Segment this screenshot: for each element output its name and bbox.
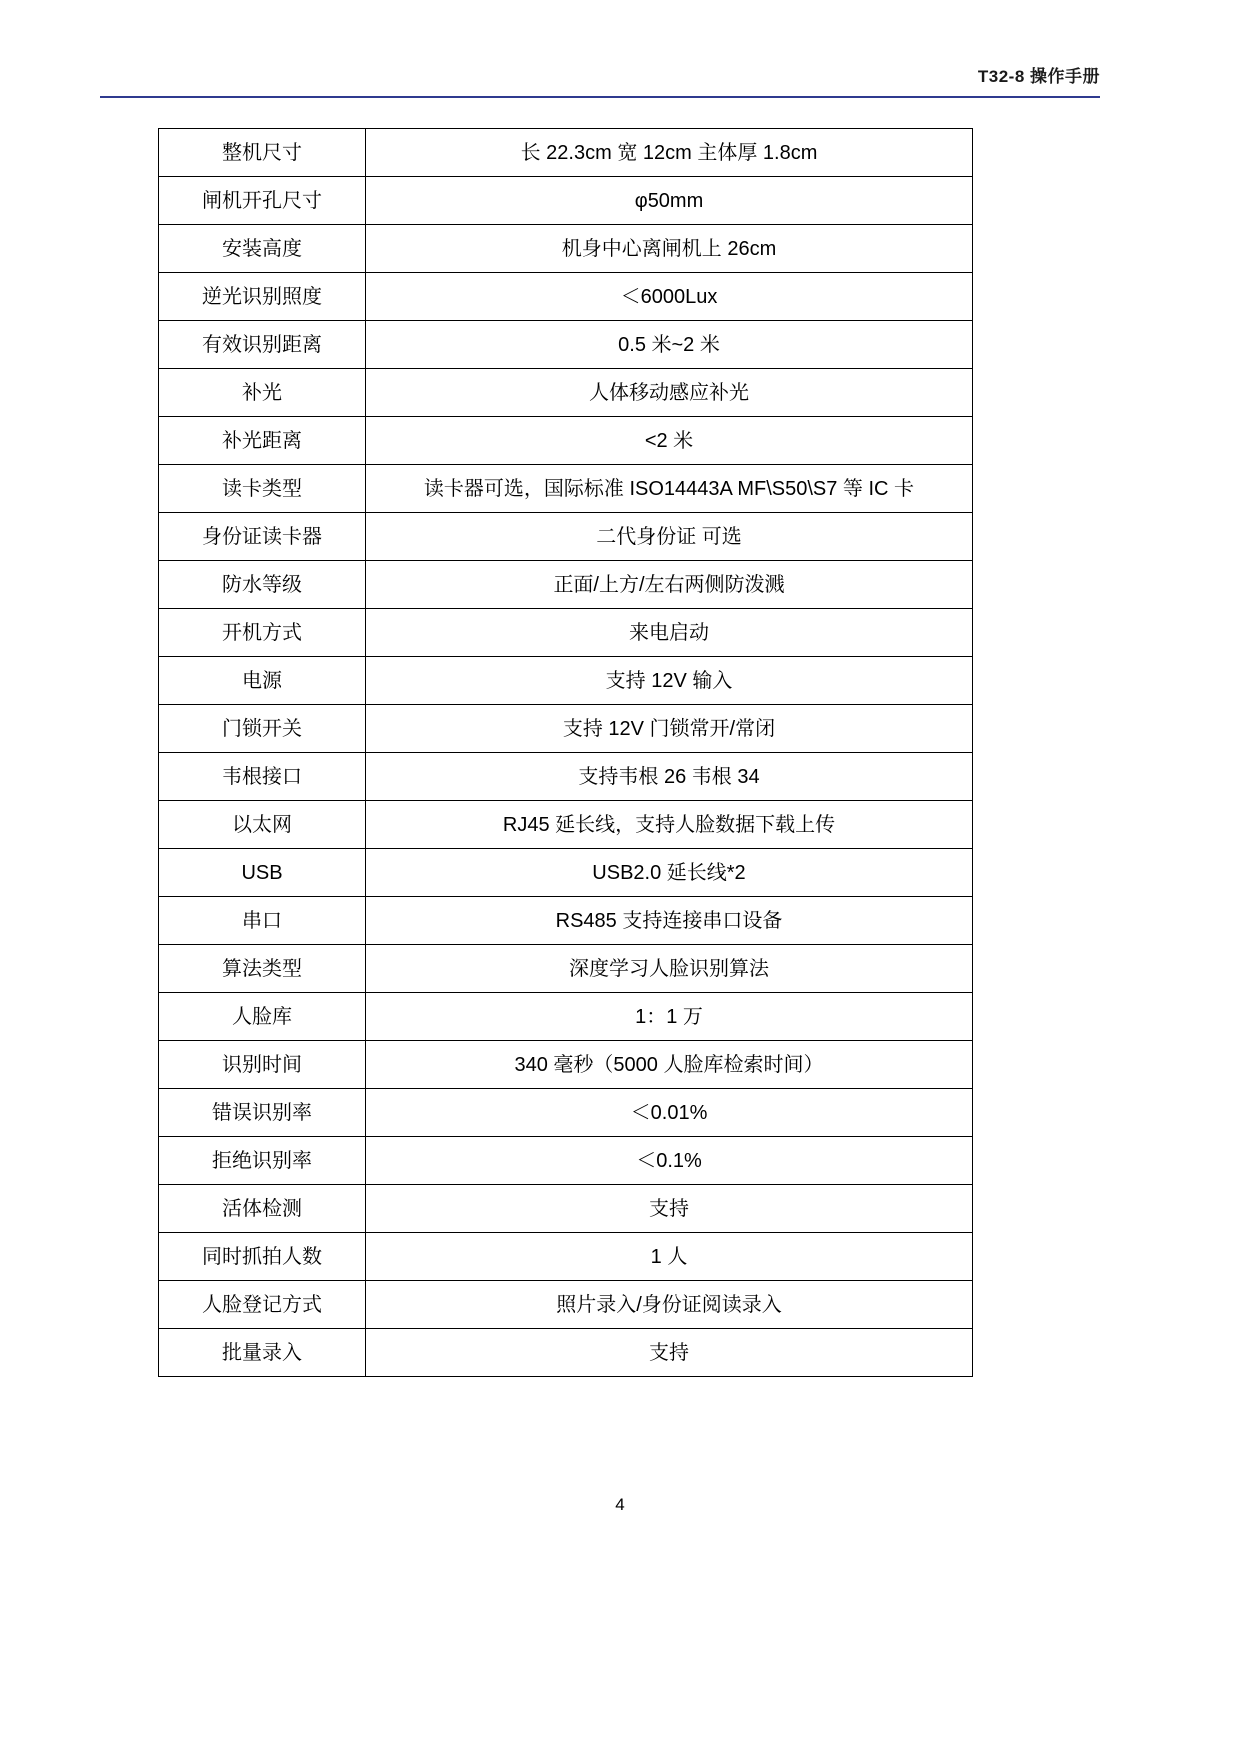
spec-label-cell: 逆光识别照度: [159, 273, 366, 321]
table-row: [159, 1089, 973, 1137]
spec-label-cell: 读卡类型: [159, 465, 366, 513]
table-row: [159, 129, 973, 177]
spec-value-cell: RJ45 延长线，支持人脸数据下载上传: [366, 801, 973, 849]
page-number: 4: [615, 1495, 625, 1514]
table-row: [159, 561, 973, 609]
spec-label-cell: 人脸库: [159, 993, 366, 1041]
table-row: [159, 1137, 973, 1185]
spec-label-cell: 门锁开关: [159, 705, 366, 753]
spec-value-cell: 支持 12V 门锁常开/常闭: [366, 705, 973, 753]
spec-value-cell: 照片录入/身份证阅读录入: [366, 1281, 973, 1329]
spec-value-cell: USB2.0 延长线*2: [366, 849, 973, 897]
spec-label-cell: 人脸登记方式: [159, 1281, 366, 1329]
table-row: [159, 801, 973, 849]
spec-label-cell: 补光距离: [159, 417, 366, 465]
table-row: [159, 849, 973, 897]
spec-label-cell: USB: [159, 849, 366, 897]
spec-value-cell: 长 22.3cm 宽 12cm 主体厚 1.8cm: [366, 129, 973, 177]
spec-label-cell: 电源: [159, 657, 366, 705]
spec-label-cell: 开机方式: [159, 609, 366, 657]
spec-value-cell: ＜0.1%: [366, 1137, 973, 1185]
spec-value-cell: ＜0.01%: [366, 1089, 973, 1137]
specifications-table-body: [159, 129, 973, 1377]
table-row: [159, 753, 973, 801]
spec-label-cell: 批量录入: [159, 1329, 366, 1377]
table-row: [159, 609, 973, 657]
spec-value-cell: 人体移动感应补光: [366, 369, 973, 417]
spec-label-cell: 身份证读卡器: [159, 513, 366, 561]
table-row: [159, 1281, 973, 1329]
spec-value-cell: 支持: [366, 1185, 973, 1233]
spec-label-cell: 以太网: [159, 801, 366, 849]
spec-value-cell: 1：1 万: [366, 993, 973, 1041]
table-row: [159, 657, 973, 705]
spec-label-cell: 同时抓拍人数: [159, 1233, 366, 1281]
spec-label-cell: 补光: [159, 369, 366, 417]
table-row: [159, 321, 973, 369]
table-row: [159, 417, 973, 465]
spec-value-cell: 支持 12V 输入: [366, 657, 973, 705]
table-row: [159, 1233, 973, 1281]
table-row: [159, 945, 973, 993]
spec-label-cell: 活体检测: [159, 1185, 366, 1233]
spec-value-cell: 340 毫秒（5000 人脸库检索时间）: [366, 1041, 973, 1089]
table-row: [159, 465, 973, 513]
spec-value-cell: ＜6000Lux: [366, 273, 973, 321]
spec-value-cell: 深度学习人脸识别算法: [366, 945, 973, 993]
spec-value-cell: 二代身份证 可选: [366, 513, 973, 561]
table-row: [159, 513, 973, 561]
spec-value-cell: φ50mm: [366, 177, 973, 225]
table-row: [159, 1041, 973, 1089]
spec-value-cell: 支持韦根 26 韦根 34: [366, 753, 973, 801]
spec-label-cell: 安装高度: [159, 225, 366, 273]
spec-label-cell: 整机尺寸: [159, 129, 366, 177]
spec-value-cell: 1 人: [366, 1233, 973, 1281]
spec-label-cell: 算法类型: [159, 945, 366, 993]
table-row: [159, 993, 973, 1041]
table-row: [159, 273, 973, 321]
spec-value-cell: 正面/上方/左右两侧防泼溅: [366, 561, 973, 609]
spec-value-cell: 机身中心离闸机上 26cm: [366, 225, 973, 273]
spec-value-cell: 支持: [366, 1329, 973, 1377]
table-row: [159, 705, 973, 753]
spec-label-cell: 识别时间: [159, 1041, 366, 1089]
specifications-table-container: [158, 128, 946, 1377]
spec-label-cell: 闸机开孔尺寸: [159, 177, 366, 225]
spec-value-cell: <2 米: [366, 417, 973, 465]
spec-label-cell: 拒绝识别率: [159, 1137, 366, 1185]
table-row: [159, 369, 973, 417]
table-row: [159, 1329, 973, 1377]
spec-label-cell: 韦根接口: [159, 753, 366, 801]
spec-value-cell: 读卡器可选，国际标准 ISO14443A MF\S50\S7 等 IC 卡: [366, 465, 973, 513]
table-row: [159, 1185, 973, 1233]
table-row: [159, 177, 973, 225]
spec-value-cell: RS485 支持连接串口设备: [366, 897, 973, 945]
header-divider: [100, 96, 1100, 98]
spec-value-cell: 0.5 米~2 米: [366, 321, 973, 369]
table-row: [159, 897, 973, 945]
spec-label-cell: 有效识别距离: [159, 321, 366, 369]
page-header: [100, 62, 1100, 102]
spec-value-cell: 来电启动: [366, 609, 973, 657]
spec-label-cell: 串口: [159, 897, 366, 945]
spec-label-cell: 防水等级: [159, 561, 366, 609]
spec-label-cell: 错误识别率: [159, 1089, 366, 1137]
table-row: [159, 225, 973, 273]
specifications-table: [158, 128, 973, 1377]
header-title: T32-8 操作手册: [977, 67, 1100, 86]
